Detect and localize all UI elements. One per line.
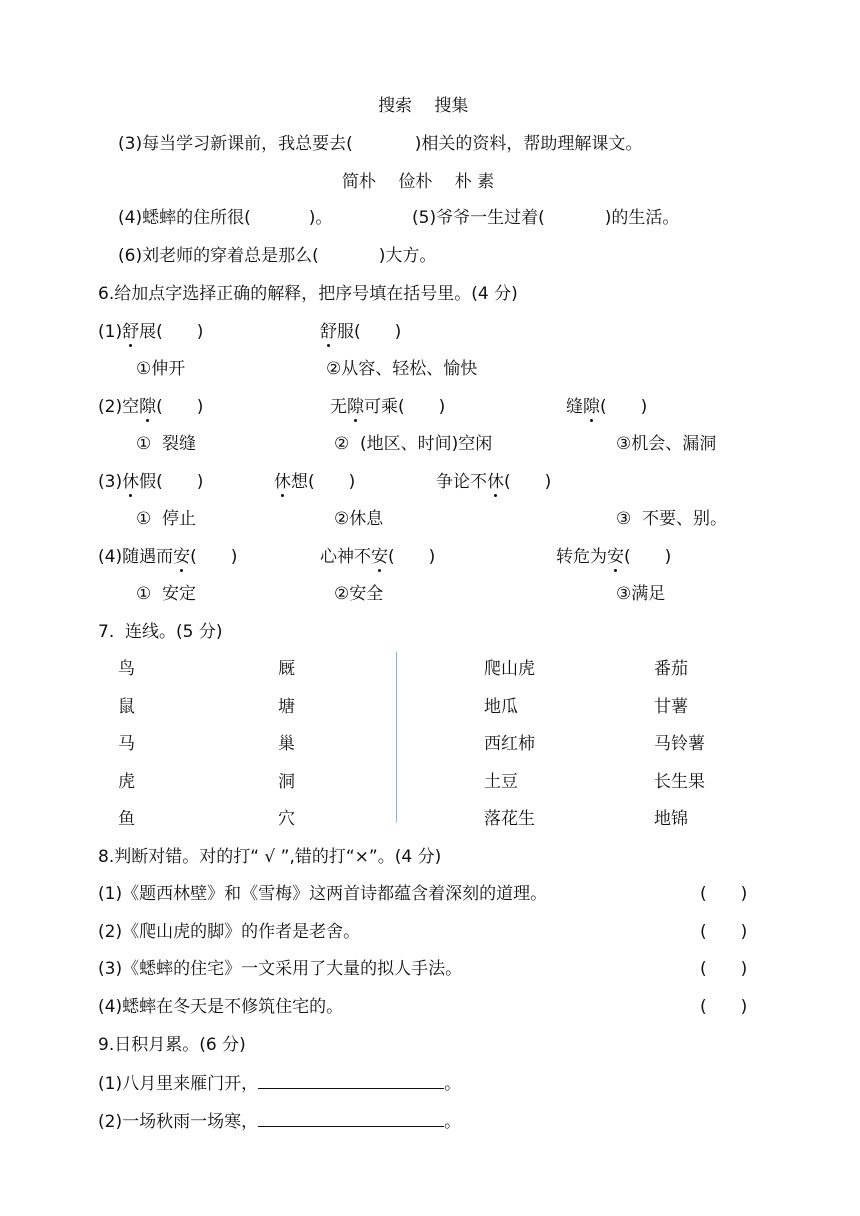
judge-answer-paren: ( ) [700,884,748,904]
question-6-title: 6.给加点字选择正确的解释，把序号填在括号里。(4 分) [98,284,518,304]
sentence-4: (4)蟋蟀的住所很( )。 [118,208,333,228]
q6-g4-option-1: ① 安定 [136,584,197,604]
q6-g1-option-2: ②从容、轻松、愉快 [326,359,478,379]
q6-g3-word-3: 争论不休( ) [436,472,552,492]
q6-g4-option-2: ②安全 [334,584,384,604]
judge-item-2: (2)《爬山虎的脚》的作者是老舍。 [98,922,361,942]
q6-g4-word-2: 心神不安( ) [320,547,436,567]
fill-line-1: (1)八月里来雁门开， 。 [98,1070,461,1094]
q6-g3-option-1: ① 停止 [136,509,197,529]
match-item: 穴 [278,809,295,829]
match-item: 鼠 [118,697,135,717]
q6-g2-word-2: 无隙可乘( ) [330,397,446,417]
judge-answer-paren: ( ) [700,997,748,1017]
match-item: 鱼 [118,809,135,829]
match-item: 地瓜 [484,697,518,717]
q6-g3-word-2: 休想( ) [274,472,356,492]
match-item: 马 [118,734,135,754]
divider-line [396,652,397,822]
sentence-6: (6)刘老师的穿着总是那么( )大方。 [118,246,437,266]
q6-g4-option-3: ③满足 [616,584,666,604]
match-item: 地锦 [654,809,688,829]
judge-item-3: (3)《蟋蟀的住宅》一文采用了大量的拟人手法。 [98,959,463,979]
q6-g1-word-1: (1)舒展( ) [98,322,204,342]
q6-g2-word-1: (2)空隙( ) [98,397,204,417]
q6-g2-word-3: 缝隙( ) [566,397,648,417]
fill-blank[interactable] [258,1108,444,1127]
match-item: 鸟 [118,659,135,679]
match-item: 土豆 [484,772,518,792]
question-7-title: 7. 连线。(5 分) [98,622,223,642]
word-choices-a: 搜索 搜集 [378,96,469,116]
match-item: 番茄 [654,659,688,679]
fill-line-2: (2)一场秋雨一场寒， 。 [98,1108,461,1132]
match-item: 塘 [278,697,295,717]
q6-g2-option-1: ① 裂缝 [136,434,197,454]
q6-g3-option-3: ③ 不要、别。 [616,509,728,529]
match-item: 洞 [278,772,295,792]
match-item: 虎 [118,772,135,792]
judge-item-1: (1)《题西林壁》和《雪梅》这两首诗都蕴含着深刻的道理。 [98,884,548,904]
q6-g3-word-1: (3)休假( ) [98,472,204,492]
match-item: 长生果 [654,772,705,792]
match-item: 甘薯 [654,697,688,717]
q6-g3-option-2: ②休息 [334,509,384,529]
match-item: 厩 [278,659,295,679]
word-choices-b: 简朴 俭朴 朴 素 [342,172,495,192]
q6-g4-word-3: 转危为安( ) [556,547,672,567]
judge-answer-paren: ( ) [700,922,748,942]
match-item: 落花生 [484,809,535,829]
fill-blank[interactable] [258,1070,444,1089]
q6-g2-option-2: ② (地区、时间)空闲 [334,434,493,454]
match-item: 爬山虎 [484,659,535,679]
q6-g1-option-1: ①伸开 [136,359,186,379]
q6-g2-option-3: ③机会、漏洞 [616,434,717,454]
q6-g1-word-2: 舒服( ) [320,322,402,342]
match-item: 西红柿 [484,734,535,754]
judge-item-4: (4)蟋蟀在冬天是不修筑住宅的。 [98,997,344,1017]
question-9-title: 9.日积月累。(6 分) [98,1035,246,1055]
match-item: 马铃薯 [654,734,705,754]
q6-g4-word-1: (4)随遇而安( ) [98,547,238,567]
sentence-5: (5)爷爷一生过着( )的生活。 [412,208,680,228]
judge-answer-paren: ( ) [700,959,748,979]
match-item: 巢 [278,734,295,754]
sentence-3: (3)每当学习新课前，我总要去( )相关的资料，帮助理解课文。 [118,134,643,154]
question-8-title: 8.判断对错。对的打“ √ ”,错的打“×”。(4 分) [98,847,442,867]
